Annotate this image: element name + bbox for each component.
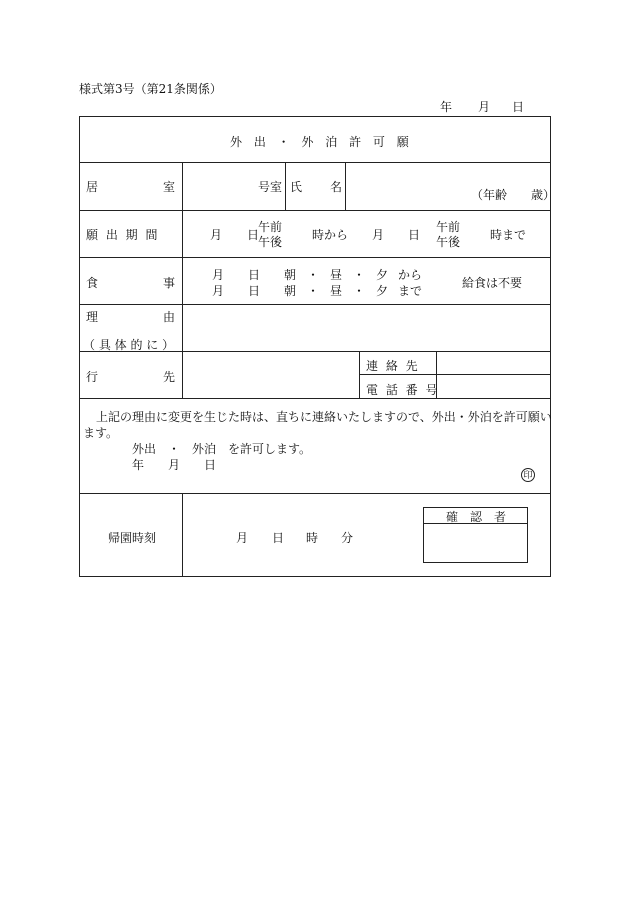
rule	[182, 493, 183, 577]
meal-from-day: 日	[248, 268, 261, 282]
destination-label-a: 行	[86, 370, 99, 384]
seal-icon: 印	[521, 468, 535, 482]
rule	[359, 351, 360, 398]
rule	[80, 162, 550, 163]
statement-line-1: 上記の理由に変更を生じた時は、直ちに連絡いたしますので、外出・外泊を許可願い	[96, 410, 552, 424]
rule	[80, 257, 550, 258]
meal-label-b: 事	[163, 276, 176, 290]
meal-from-lunch: 昼	[330, 268, 343, 282]
meal-label-a: 食	[86, 276, 99, 290]
header-date-year: 年	[440, 100, 453, 114]
rule	[345, 162, 346, 210]
name-label-a: 氏	[290, 180, 303, 194]
header-date-day: 日	[512, 100, 525, 114]
return-month: 月	[236, 531, 249, 545]
no-meal-note: 給食は不要	[462, 276, 523, 290]
name-label-b: 名	[330, 180, 343, 194]
meal-dot: ・	[307, 268, 320, 282]
period-to-am: 午前	[436, 220, 461, 234]
rule	[80, 210, 550, 211]
permit-date-year: 年	[132, 458, 145, 472]
rule	[285, 162, 286, 210]
header-date-month: 月	[478, 100, 491, 114]
meal-dot: ・	[353, 268, 366, 282]
meal-to-lunch: 昼	[330, 284, 343, 298]
age-field: （年齢 歳）	[471, 188, 556, 202]
meal-to-day: 日	[248, 284, 261, 298]
meal-from-breakfast: 朝	[284, 268, 297, 282]
period-from-pm: 午後	[258, 235, 283, 249]
reason-label-c: （ 具 体 的 に ）	[83, 338, 175, 352]
statement-line-2: ます。	[83, 426, 119, 440]
period-from-suffix: 時から	[312, 228, 349, 242]
rule	[80, 493, 550, 494]
room-number-suffix: 号室	[258, 180, 283, 194]
permit-text: 外出 ・ 外泊 を許可します。	[132, 442, 312, 456]
room-label-a: 居	[86, 180, 99, 194]
form-title: 外 出 ・ 外 泊 許 可 願	[230, 135, 413, 149]
form-number-label: 様式第3号（第21条関係）	[79, 82, 222, 96]
period-to-suffix: 時まで	[490, 228, 527, 242]
room-label-b: 室	[163, 180, 176, 194]
meal-to-month: 月	[212, 284, 225, 298]
period-from-month: 月	[210, 228, 223, 242]
permit-date-day: 日	[204, 458, 217, 472]
phone-label: 電 話 番 号	[366, 383, 440, 397]
rule	[359, 374, 550, 375]
period-to-day: 日	[408, 228, 421, 242]
period-from-am: 午前	[258, 220, 283, 234]
rule	[80, 304, 550, 305]
meal-from-dinner: 夕	[376, 268, 389, 282]
meal-dot: ・	[307, 284, 320, 298]
reason-label-b: 由	[163, 310, 176, 324]
return-minute: 分	[341, 531, 354, 545]
contact-label: 連 絡 先	[366, 359, 420, 373]
return-time-label: 帰園時刻	[108, 531, 157, 545]
return-hour: 時	[306, 531, 319, 545]
meal-to-dinner: 夕	[376, 284, 389, 298]
period-to-pm: 午後	[436, 235, 461, 249]
period-label: 願 出 期 間	[86, 228, 160, 242]
rule	[80, 398, 550, 399]
reason-label-a: 理	[86, 310, 99, 324]
destination-label-b: 先	[163, 370, 176, 384]
period-from-day: 日	[247, 228, 260, 242]
confirmer-label: 確 認 者	[446, 510, 507, 524]
meal-from-suffix: から	[398, 268, 423, 282]
meal-to-breakfast: 朝	[284, 284, 297, 298]
meal-dot: ・	[353, 284, 366, 298]
permit-date-month: 月	[168, 458, 181, 472]
meal-to-suffix: まで	[398, 284, 423, 298]
rule	[182, 162, 183, 398]
period-to-month: 月	[372, 228, 385, 242]
meal-from-month: 月	[212, 268, 225, 282]
return-day: 日	[272, 531, 285, 545]
